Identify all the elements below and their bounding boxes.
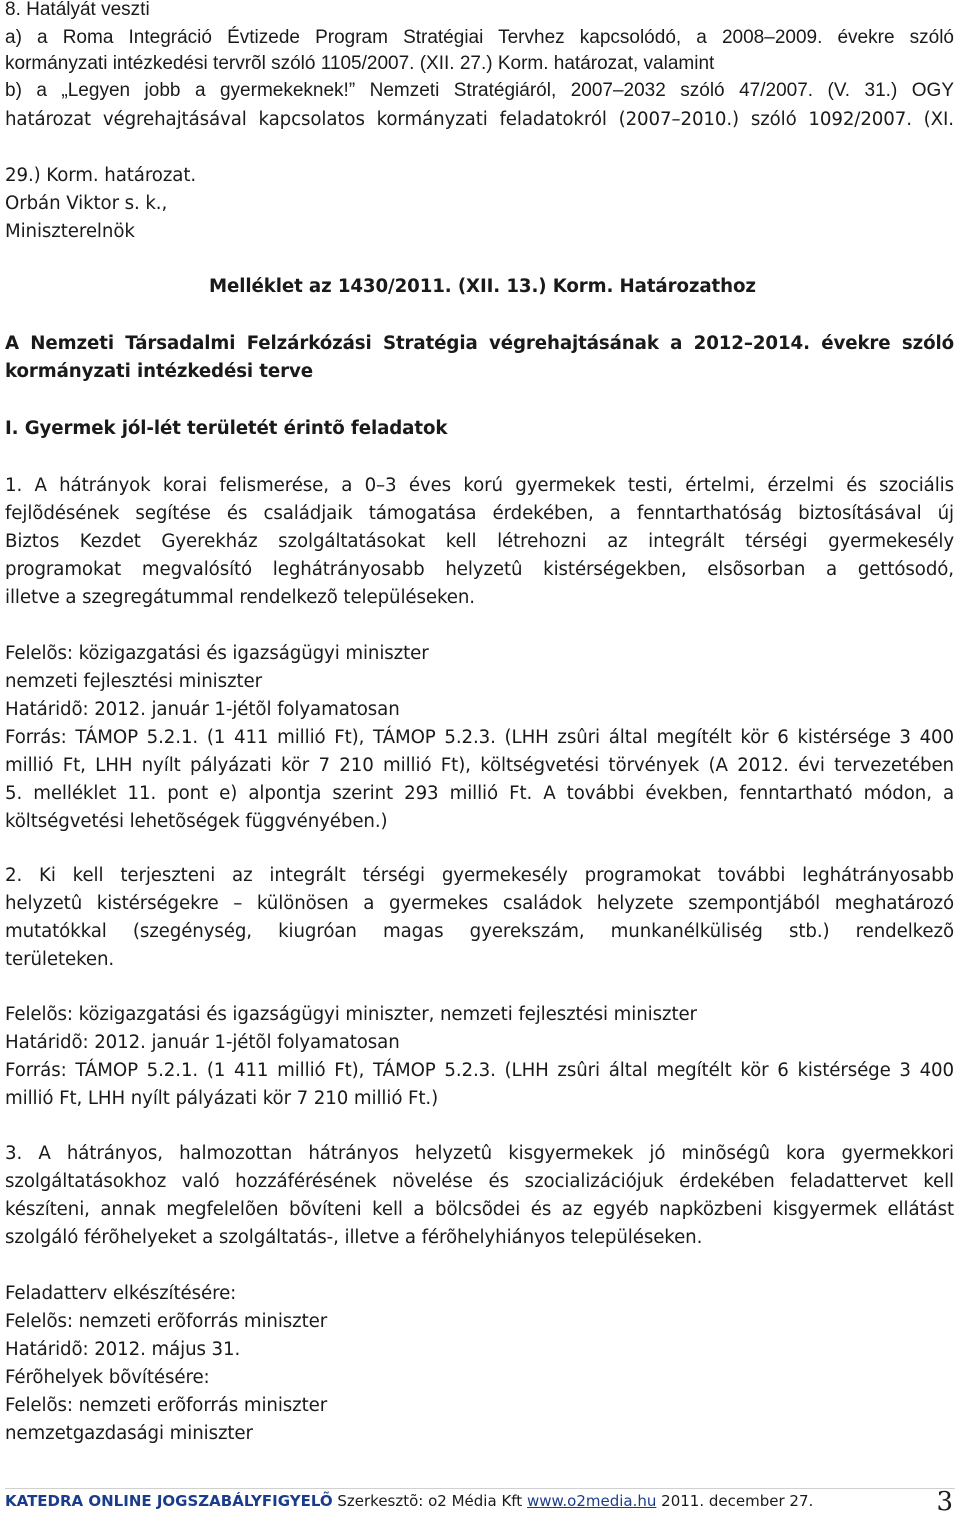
footer-date: 2011. december 27. — [661, 1492, 814, 1510]
page-number: 3 — [936, 1487, 953, 1517]
source-line: Forrás: TÁMOP 5.2.1. (1 411 millió Ft), TÁMOP 5.2.3. (LHH zsûri által megítélt kör 6 kistérsége 3 400 — [5, 1060, 954, 1081]
paragraph-line: helyzetû kistérségekre – különösen a gyermekes családok helyzete szempontjából meghatározó — [5, 893, 954, 914]
paragraph-line: területeken. — [5, 949, 115, 970]
repeal-line: kormányzati intézkedési tervrõl szóló 1105/2007. (XII. 27.) Korm. határozat, valamint — [5, 53, 715, 74]
source-line: Forrás: TÁMOP 5.2.1. (1 411 millió Ft), TÁMOP 5.2.3. (LHH zsûri által megítélt kör 6 kistérsége 3 400 — [5, 727, 954, 748]
section-title: I. Gyermek jól-lét területét érintõ feladatok — [5, 418, 448, 439]
responsible-line: Felelõs: nemzeti erõforrás miniszter — [5, 1395, 328, 1416]
responsible-line: nemzeti fejlesztési miniszter — [5, 671, 262, 692]
paragraph-line: 2. Ki kell terjeszteni az integrált térségi gyermekesély programokat további leghátrányosabb — [5, 865, 954, 886]
footer-website-link[interactable]: www.o2media.hu — [526, 1492, 657, 1510]
source-line: millió Ft, LHH nyílt pályázati kör 7 210 millió Ft), költségvetési törvények (A 2012. évi tervezetében — [5, 755, 954, 776]
deadline-line: Határidõ: 2012. január 1-jétõl folyamatosan — [5, 1032, 400, 1053]
responsible-line: Felelõs: nemzeti erõforrás miniszter — [5, 1311, 328, 1332]
paragraph-line: szolgáltatásokhoz való hozzáférésének növelése és szocializációjuk érdekében feladattervet kell — [5, 1171, 954, 1192]
signatory-title: Miniszterelnök — [5, 221, 135, 242]
responsible-line: Felelõs: közigazgatási és igazságügyi miniszter, nemzeti fejlesztési miniszter — [5, 1004, 697, 1025]
plan-title: kormányzati intézkedési terve — [5, 361, 313, 382]
repeal-line: 29.) Korm. határozat. — [5, 165, 197, 186]
paragraph-line: programokat megvalósító leghátrányosabb helyzetû kistérségekben, elsõsorban a gettósodó, — [5, 559, 954, 580]
paragraph-line: mutatókkal (szegénység, kiugróan magas gyerekszám, munkanélküliség stb.) rendelkezõ — [5, 921, 954, 942]
footer-editor: Szerkesztõ: o2 Média Kft — [337, 1492, 523, 1510]
deadline-line: Határidõ: 2012. január 1-jétõl folyamatosan — [5, 699, 400, 720]
annex-title: Melléklet az 1430/2011. (XII. 13.) Korm. Határozathoz — [209, 276, 756, 297]
source-line: költségvetési lehetõségek függvényében.) — [5, 811, 388, 832]
paragraph-line: Biztos Kezdet Gyerekház szolgáltatásokat kell létrehozni az integrált térségi gyermekesély — [5, 531, 954, 552]
source-line: 5. melléklet 11. pont e) alpontja szerint 293 millió Ft. A további években, fenntartható módon, a — [5, 783, 954, 804]
expansion-label: Férõhelyek bõvítésére: — [5, 1367, 210, 1388]
paragraph-line: 1. A hátrányok korai felismerése, a 0–3 éves korú gyermekek testi, értelmi, érzelmi és szociális — [5, 475, 954, 496]
paragraph-line: szolgáló férõhelyeket a szolgáltatás-, illetve a férõhelyhiányos településeken. — [5, 1227, 703, 1248]
paragraph-line: készíteni, annak megfelelõen bõvíteni kell a bölcsõdei és az egyéb napközbeni kisgyermek ellátást — [5, 1199, 954, 1220]
plan-title: A Nemzeti Társadalmi Felzárkózási Stratégia végrehajtásának a 2012–2014. évekre szóló — [5, 333, 954, 354]
repeal-line: a) a Roma Integráció Évtizede Program Stratégiai Tervhez kapcsolódó, a 2008–2009. évekre szóló — [5, 27, 954, 48]
section-heading: 8. Hatályát veszti — [5, 0, 150, 20]
source-line: millió Ft, LHH nyílt pályázati kör 7 210 millió Ft.) — [5, 1088, 439, 1109]
footer-text — [5, 1492, 813, 1510]
footer-brand: KATEDRA ONLINE JOGSZABÁLYFIGYELÕ — [5, 1492, 333, 1510]
responsible-line: Felelõs: közigazgatási és igazságügyi miniszter — [5, 643, 429, 664]
paragraph-line: illetve a szegregátummal rendelkezõ településeken. — [5, 587, 475, 608]
plan-label: Feladatterv elkészítésére: — [5, 1283, 237, 1304]
paragraph-line: fejlõdésének segítése és családjaik támogatása érdekében, a fenntarthatóság biztosításával új — [5, 503, 954, 524]
repeal-line: határozat végrehajtásával kapcsolatos kormányzati feladatokról (2007–2010.) szóló 1092/2007. (XI. — [5, 109, 954, 130]
deadline-line: Határidõ: 2012. május 31. — [5, 1339, 241, 1360]
signatory-name: Orbán Viktor s. k., — [5, 193, 168, 214]
paragraph-line: 3. A hátrányos, halmozottan hátrányos helyzetû kisgyermekek jó minõségû kora gyermekkori — [5, 1143, 954, 1164]
responsible-line: nemzetgazdasági miniszter — [5, 1423, 253, 1444]
repeal-line: b) a „Legyen jobb a gyermekeknek!” Nemzeti Stratégiáról, 2007–2032 szóló 47/2007. (V. 31.) OGY — [5, 80, 954, 101]
page-footer — [5, 1487, 955, 1517]
